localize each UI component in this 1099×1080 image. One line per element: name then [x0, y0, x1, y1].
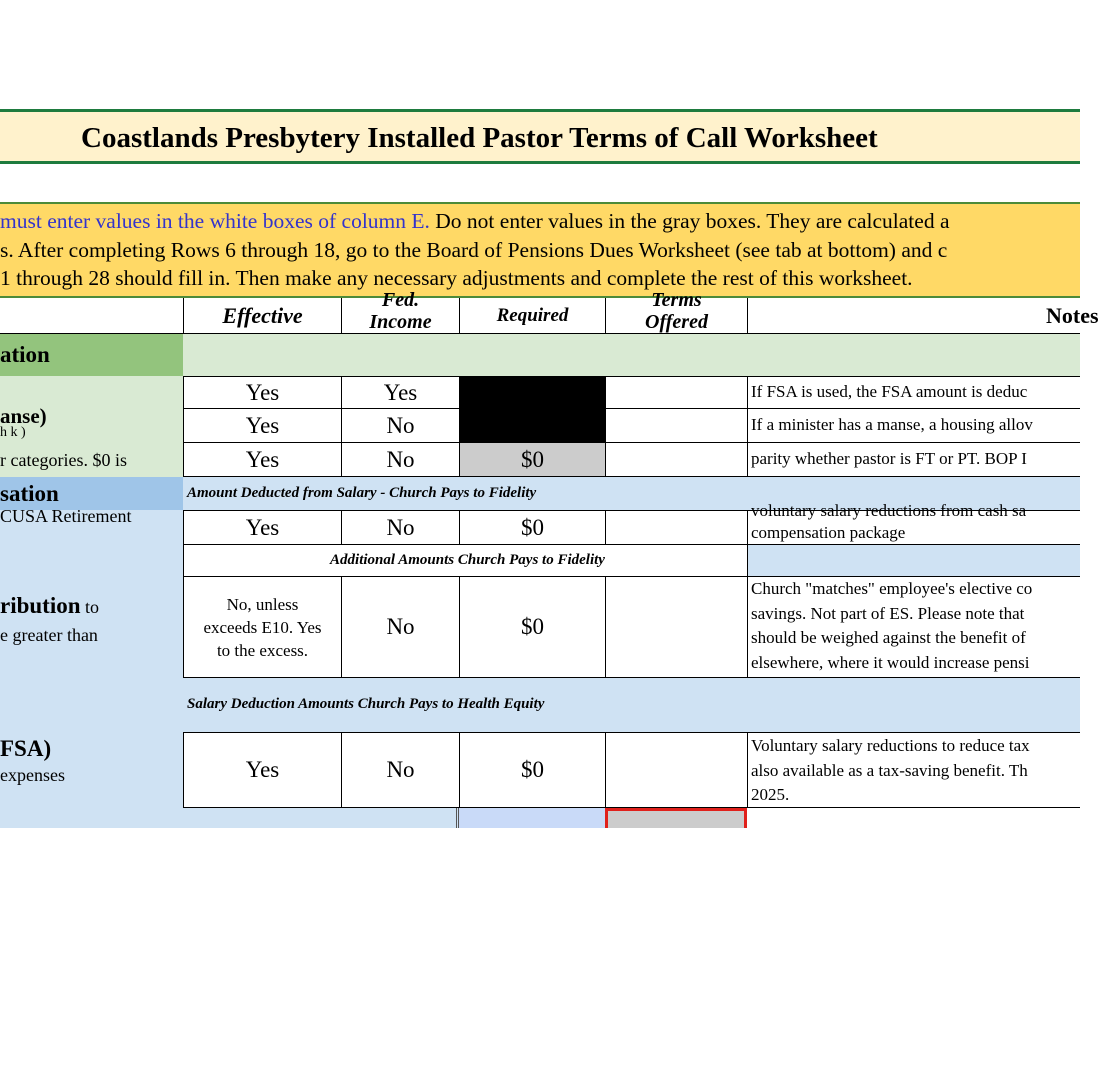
row4-fed-text: No: [386, 514, 415, 540]
col-header-fed-line1: Fed.: [381, 289, 420, 311]
total-required-cell: [459, 808, 605, 828]
total-label-cell: [0, 808, 459, 828]
label-col-header: [0, 298, 183, 334]
row6-note-line3: 2025.: [751, 785, 790, 804]
row2-label-sub: h k ): [0, 425, 26, 440]
row5-terms-offered[interactable]: [605, 577, 747, 678]
row5-required: [459, 577, 605, 678]
instructions-banner: [0, 202, 1080, 298]
row5-fed-income[interactable]: [341, 577, 459, 678]
row5-label-rest: to: [80, 597, 100, 617]
row4-note-line1: voluntary salary reductions from cash sa: [751, 501, 1027, 520]
row4-fed-income[interactable]: [341, 510, 459, 545]
row5-fed-text: No: [386, 614, 415, 639]
row5-note-line1: Church "matches" employee's elective co: [751, 579, 1033, 598]
row3-fed-text: No: [386, 446, 415, 472]
row1-fed-income[interactable]: [341, 376, 459, 409]
row4-effective-text: Yes: [245, 514, 280, 540]
row1-terms-offered[interactable]: [605, 376, 747, 409]
section-salary-deduction: [183, 678, 1080, 732]
row3-note: parity whether pastor is FT or PT. BOP I: [747, 443, 1080, 477]
col-header-fed-line2: Income: [369, 311, 432, 333]
row6-label-bold: FSA): [0, 736, 52, 761]
row4-required-text: $0: [521, 514, 544, 540]
col-header-notes: [747, 298, 1099, 334]
section-additional-amounts: [183, 545, 747, 577]
row3-required: [459, 443, 605, 477]
row1-effective-text: Yes: [245, 379, 280, 405]
section-cash-compensation: [0, 334, 183, 376]
row6-terms-offered[interactable]: [605, 732, 747, 808]
section-additional-notes-band: [747, 545, 1080, 577]
row4-label-text: CUSA Retirement: [0, 506, 132, 526]
row3-fed-income[interactable]: [341, 443, 459, 477]
col-header-required-text: Required: [496, 304, 569, 326]
row4-note-line2: compensation package: [751, 523, 906, 542]
row3-effective[interactable]: [183, 443, 341, 477]
row6-note: [747, 732, 1080, 808]
section-additional-text: Additional Amounts Church Pays to Fidelity: [330, 552, 605, 568]
row5-note-line4: elsewhere, where it would increase pensi: [751, 652, 1030, 672]
row5-label-line2: e greater than: [0, 625, 98, 645]
worksheet-grid: [0, 289, 1099, 828]
section-amount-deducted-text: Amount Deducted from Salary - Church Pays to Fidelity: [187, 485, 537, 501]
row5-required-text: $0: [521, 614, 544, 639]
col-header-fed-income: [341, 289, 459, 334]
row2-label: [0, 404, 183, 443]
instruction-line-1: must enter values in the white boxes of column E. Do not enter values in the gray boxes. They are calculated a: [0, 209, 950, 233]
row4-required: [459, 510, 605, 545]
row1-fed-text: Yes: [383, 379, 418, 405]
col-header-terms-line2: Offered: [645, 311, 708, 333]
row3-required-text: $0: [521, 446, 544, 472]
row5-label-spacer: [0, 545, 183, 577]
col-header-effective-text: Effective: [222, 302, 303, 328]
row5-label-line1: [0, 592, 183, 621]
instruction-line-3: 1 through 28 should fill in. Then make any necessary adjustments and complete the rest of this worksheet.: [0, 266, 913, 290]
row2-label-text: anse): [0, 404, 47, 428]
row6-label-spacer: [0, 678, 183, 732]
row1-effective[interactable]: [183, 376, 341, 409]
row6-label-line2: expenses: [0, 765, 65, 785]
section-deferred-text: sation: [0, 481, 59, 506]
col-header-required: [459, 298, 605, 334]
row4-label: [0, 506, 183, 545]
section-cash-text: ation: [0, 342, 50, 367]
row6-effective[interactable]: [183, 732, 341, 808]
row6-required: [459, 732, 605, 808]
row6-note-line1: Voluntary salary reductions to reduce tax: [751, 736, 1030, 755]
row5-note: [747, 577, 1080, 678]
col-header-terms-line1: Terms: [651, 289, 702, 311]
row6-effective-text: Yes: [245, 757, 280, 782]
row6-fed-text: No: [386, 757, 415, 782]
row6-required-text: $0: [521, 757, 544, 782]
row5-label-bold: ribution: [0, 593, 81, 618]
col-header-effective: [183, 298, 341, 334]
row2-effective-text: Yes: [245, 412, 280, 438]
row5-effective-line3: to the excess.: [216, 640, 309, 660]
row1-required: [459, 376, 605, 409]
row2-effective[interactable]: [183, 409, 341, 443]
row5-note-line2: savings. Not part of ES. Please note that: [751, 603, 1025, 623]
row4-terms-offered[interactable]: [605, 510, 747, 545]
row1-note: If FSA is used, the FSA amount is deduc: [747, 376, 1080, 409]
row2-fed-text: No: [386, 412, 415, 438]
section-salary-deduction-text: Salary Deduction Amounts Church Pays to Health Equity: [187, 696, 545, 712]
row5-note-line3: should be weighed against the benefit of: [751, 628, 1026, 647]
col-header-notes-text: Notes: [1046, 303, 1099, 328]
row6-note-line2: also available as a tax-saving benefit. Th: [751, 760, 1028, 780]
row6-label: [0, 732, 183, 808]
total-notes-cell: [747, 808, 1080, 828]
row3-label: r categories. $0 is: [0, 443, 183, 477]
section-cash-band: [183, 334, 1080, 376]
row2-note: If a minister has a manse, a housing allov: [747, 409, 1080, 443]
page-title: Coastlands Presbytery Installed Pastor Terms of Call Worksheet: [0, 109, 1080, 164]
col-header-terms-offered: [605, 289, 747, 334]
row5-effective-line1: No, unless: [226, 594, 299, 614]
instruction-line-2: s. After completing Rows 6 through 18, go to the Board of Pensions Dues Worksheet (see tab at bottom) and c: [0, 237, 948, 262]
row2-terms-offered[interactable]: [605, 409, 747, 443]
row3-terms-offered[interactable]: [605, 443, 747, 477]
row2-required: [459, 409, 605, 443]
row5-effective[interactable]: [183, 577, 341, 678]
row2-fed-income[interactable]: [341, 409, 459, 443]
row5-label: [0, 577, 183, 678]
row5-effective-line2: exceeds E10. Yes: [203, 617, 322, 637]
row4-effective[interactable]: [183, 510, 341, 545]
row3-effective-text: Yes: [245, 446, 280, 472]
total-terms-offered-cell[interactable]: [605, 808, 747, 828]
row4-note: [747, 501, 1080, 545]
row6-fed-income[interactable]: [341, 732, 459, 808]
